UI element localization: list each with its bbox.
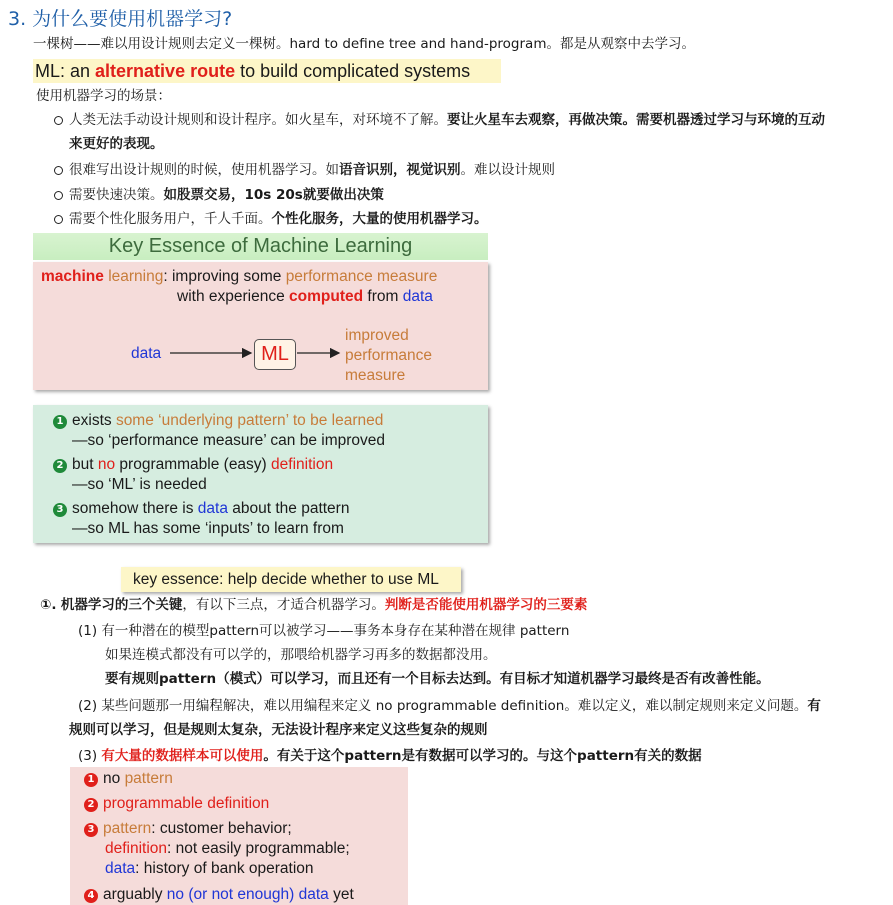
alt-route-emph: alternative route xyxy=(95,61,236,81)
key-essence-note xyxy=(121,567,461,592)
slide-examples-panel xyxy=(70,767,408,905)
key-essence-text: key essence: help decide whether to use ML xyxy=(133,571,439,588)
intro-text: 一棵树——难以用设计规则去定义一棵树。hard to define tree and hand-program。都是从观察中去学习。 xyxy=(33,36,695,52)
item-2-bold-b: 规则可以学习，但是规则太复杂，无法设计程序来定义这些复杂的规则 xyxy=(69,722,488,738)
ml-box: ML xyxy=(254,339,296,370)
example-3 xyxy=(84,819,292,839)
diagram-out-3: measure xyxy=(345,367,406,384)
condition-3-cont: —so ML has some ‘inputs’ to learn from xyxy=(72,520,344,537)
ex-3f: : history of bank operation xyxy=(135,860,314,877)
item-1-num: (1) xyxy=(78,623,98,639)
section-title-rest: ，有以下三点，才适合机器学习。 xyxy=(182,597,385,613)
condition-2-cont: —so ‘ML’ is needed xyxy=(72,476,207,493)
ex-3b: : customer behavior; xyxy=(151,820,292,837)
bullet-4-text: 需要个性化服务用户，千人千面。 xyxy=(69,211,272,227)
ex-4b: no (or not enough) data xyxy=(166,886,329,903)
item-1-bold: 要有规则pattern（模式）可以学习，而且还有一个目标去达到。有目标才知道机器学习最终是否有改善性能。 xyxy=(105,671,770,687)
section-marker: ①. xyxy=(40,597,57,613)
item-2 xyxy=(78,695,821,717)
item-2-bold-a: 有 xyxy=(807,698,821,714)
cond-2c: programmable (easy) xyxy=(115,456,272,473)
section-heading: 3. 为什么要使用机器学习? xyxy=(8,8,233,30)
cond-1a: exists xyxy=(72,412,116,429)
number-badge-icon: 4 xyxy=(84,889,98,903)
bullet-2-bold: 语音识别，视觉识别 xyxy=(339,162,461,178)
item-3-num: (3) xyxy=(78,748,98,764)
ex-4a: arguably xyxy=(103,886,167,903)
condition-1-cont: —so ‘performance measure’ can be improved xyxy=(72,432,386,449)
def-mid: : improving some xyxy=(163,268,286,285)
number-badge-icon: 2 xyxy=(53,459,67,473)
cond-2a: but xyxy=(72,456,98,473)
example-1 xyxy=(84,769,173,789)
number-badge-icon: 3 xyxy=(84,823,98,837)
item-2-text: 某些问题那一用编程解决，难以用编程来定义 no programmable definition。难以定义，难以制定规则来定义问题。 xyxy=(101,698,808,714)
cond-2b: no xyxy=(97,456,116,473)
bullet-2-tail: 。难以设计规则 xyxy=(460,162,555,178)
item-3 xyxy=(78,745,702,767)
slide-title: Key Essence of Machine Learning xyxy=(108,235,413,257)
example-2 xyxy=(84,794,269,814)
item-2-num: (2) xyxy=(78,698,98,714)
bullet-4-bold: 个性化服务，大量的使用机器学习。 xyxy=(271,211,488,227)
def-data: data xyxy=(402,288,433,305)
cond-1b: some ‘underlying pattern’ to be learned xyxy=(115,412,384,429)
item-1-text: 有一种潜在的模型pattern可以被学习——事务本身存在某种潜在规律 pattern xyxy=(101,623,570,639)
section-title xyxy=(40,594,587,616)
ex-3e: data xyxy=(105,860,136,877)
def-machine: machine xyxy=(41,268,104,285)
diagram-data-label: data xyxy=(131,345,162,362)
number-badge-icon: 1 xyxy=(84,773,98,787)
example-3-line3 xyxy=(105,859,314,879)
item-1-sub: 如果连模式都没有可以学的，那喂给机器学习再多的数据都没用。 xyxy=(105,647,497,663)
ex-3c: definition xyxy=(105,840,168,857)
cond-3a: somehow there is xyxy=(72,500,198,517)
def-from: from xyxy=(363,288,403,305)
item-3-red: 有大量的数据样本可以使用 xyxy=(101,748,264,764)
condition-3 xyxy=(53,499,349,519)
def-perf: performance measure xyxy=(285,268,438,285)
bullet-3-text: 需要快速决策。 xyxy=(69,187,164,203)
condition-1 xyxy=(53,411,383,431)
cond-2d: definition xyxy=(271,456,334,473)
bullet-1-cont: 来更好的表现。 xyxy=(69,136,164,152)
condition-2 xyxy=(53,455,333,475)
section-title-bold: 机器学习的三个关键 xyxy=(60,597,183,613)
scenarios-label: 使用机器学习的场景： xyxy=(36,88,171,104)
ex-4c: yet xyxy=(328,886,354,903)
alt-route-suffix: to build complicated systems xyxy=(235,61,471,81)
cond-3b: data xyxy=(197,500,228,517)
slide-conditions-panel xyxy=(33,405,488,543)
number-badge-icon: 3 xyxy=(53,503,67,517)
item-3-bold: 。有关于这个pattern是有数据可以学习的。与这个pattern有关的数据 xyxy=(263,748,702,764)
ex-1a: no xyxy=(103,770,125,787)
bullet-1-bold: 要让火星车去观察，再做决策。需要机器透过学习与环境的互动 xyxy=(447,112,825,128)
diagram-out-1: improved xyxy=(345,327,409,344)
section-title-red: 判断是否能使用机器学习的三要素 xyxy=(384,597,588,613)
diagram-out-2: performance xyxy=(345,347,433,364)
def-learning: learning xyxy=(103,268,164,285)
bullet-1-text: 人类无法手动设计规则和设计程序。如火星车，对环境不了解。 xyxy=(69,112,447,128)
example-3-line2 xyxy=(105,839,350,859)
bullet-3-bold: 如股票交易，10s 20s就要做出决策 xyxy=(163,187,384,203)
example-4 xyxy=(84,885,354,905)
number-badge-icon: 1 xyxy=(53,415,67,429)
alt-route-prefix: ML: an xyxy=(35,61,96,81)
cond-3c: about the pattern xyxy=(227,500,350,517)
ex-3a: pattern xyxy=(103,820,152,837)
bullet-2-text: 很难写出设计规则的时候，使用机器学习。如 xyxy=(69,162,339,178)
number-badge-icon: 2 xyxy=(84,798,98,812)
def-with: with experience xyxy=(177,288,290,305)
ex-2: programmable definition xyxy=(103,795,270,812)
item-1 xyxy=(78,620,569,642)
ex-3d: : not easily programmable; xyxy=(167,840,350,857)
def-computed: computed xyxy=(289,288,364,305)
ex-1b: pattern xyxy=(124,770,173,787)
